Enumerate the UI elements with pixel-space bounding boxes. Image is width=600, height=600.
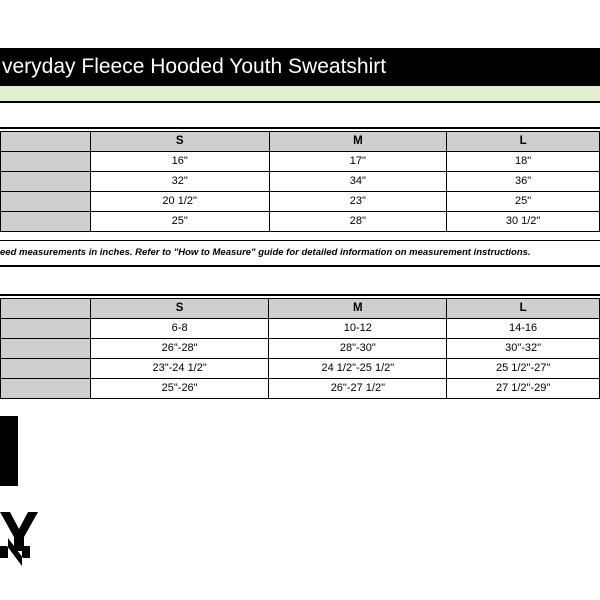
header-cell-m: M bbox=[269, 299, 447, 319]
page-title: veryday Fleece Hooded Youth Sweatshirt bbox=[0, 48, 600, 86]
table-cell: 30"-32" bbox=[447, 339, 600, 359]
table-cell: 36" bbox=[447, 172, 600, 192]
table-cell: 23"-24 1/2" bbox=[90, 359, 269, 379]
table-cell: 30 1/2" bbox=[447, 212, 600, 232]
table-cell: 27 1/2"-29" bbox=[447, 379, 600, 399]
measurement-note: eed measurements in inches. Refer to "How to Measure" guide for detailed information on measurement instructions. bbox=[0, 247, 531, 258]
table-cell: 26"-27 1/2" bbox=[269, 379, 447, 399]
title-accent-band bbox=[0, 86, 600, 101]
row-label-cell bbox=[1, 379, 91, 399]
row-label-cell bbox=[1, 192, 91, 212]
table-cell: 26"-28" bbox=[90, 339, 269, 359]
header-cell-label bbox=[1, 299, 91, 319]
header-cell-s: S bbox=[90, 299, 269, 319]
table-cell: 24 1/2"-25 1/2" bbox=[269, 359, 447, 379]
row-label-cell bbox=[1, 212, 91, 232]
table-row bbox=[1, 152, 600, 172]
note-top-rule bbox=[0, 240, 600, 241]
title-underline-rule bbox=[0, 101, 600, 103]
table-cell: 6-8 bbox=[90, 319, 269, 339]
table-cell: 32" bbox=[90, 172, 269, 192]
table-row bbox=[1, 359, 600, 379]
table-row bbox=[1, 172, 600, 192]
table-cell: 18" bbox=[447, 152, 600, 172]
garment-table-top-rule bbox=[0, 127, 600, 129]
table-row bbox=[1, 192, 600, 212]
table-cell: 25" bbox=[90, 212, 269, 232]
table-header-row bbox=[1, 132, 600, 152]
table-cell: 16" bbox=[90, 152, 269, 172]
row-label-cell bbox=[1, 172, 91, 192]
body-table-top-rule bbox=[0, 294, 600, 296]
table-cell: 28"-30" bbox=[269, 339, 447, 359]
row-label-cell bbox=[1, 339, 91, 359]
table-cell: 10-12 bbox=[269, 319, 447, 339]
table-cell: 25 1/2"-27" bbox=[447, 359, 600, 379]
header-cell-m: M bbox=[269, 132, 447, 152]
table-cell: 14-16 bbox=[447, 319, 600, 339]
header-cell-s: S bbox=[90, 132, 269, 152]
row-label-cell bbox=[1, 359, 91, 379]
table-row bbox=[1, 319, 600, 339]
body-measurements-table bbox=[0, 298, 600, 399]
header-cell-l: L bbox=[447, 132, 600, 152]
note-bottom-rule bbox=[0, 265, 600, 267]
table-row bbox=[1, 379, 600, 399]
table-cell: 25"-26" bbox=[90, 379, 269, 399]
header-cell-label bbox=[1, 132, 91, 152]
table-cell: 28" bbox=[269, 212, 447, 232]
table-header-row bbox=[1, 299, 600, 319]
row-label-cell bbox=[1, 319, 91, 339]
table-cell: 34" bbox=[269, 172, 447, 192]
table-cell: 23" bbox=[269, 192, 447, 212]
table-cell: 20 1/2" bbox=[90, 192, 269, 212]
garment-measurements-table bbox=[0, 131, 600, 232]
header-cell-l: L bbox=[447, 299, 600, 319]
table-cell: 25" bbox=[447, 192, 600, 212]
table-row bbox=[1, 212, 600, 232]
row-label-cell bbox=[1, 152, 91, 172]
brand-logo-fragment-icon bbox=[0, 416, 40, 566]
table-cell: 17" bbox=[269, 152, 447, 172]
table-row bbox=[1, 339, 600, 359]
